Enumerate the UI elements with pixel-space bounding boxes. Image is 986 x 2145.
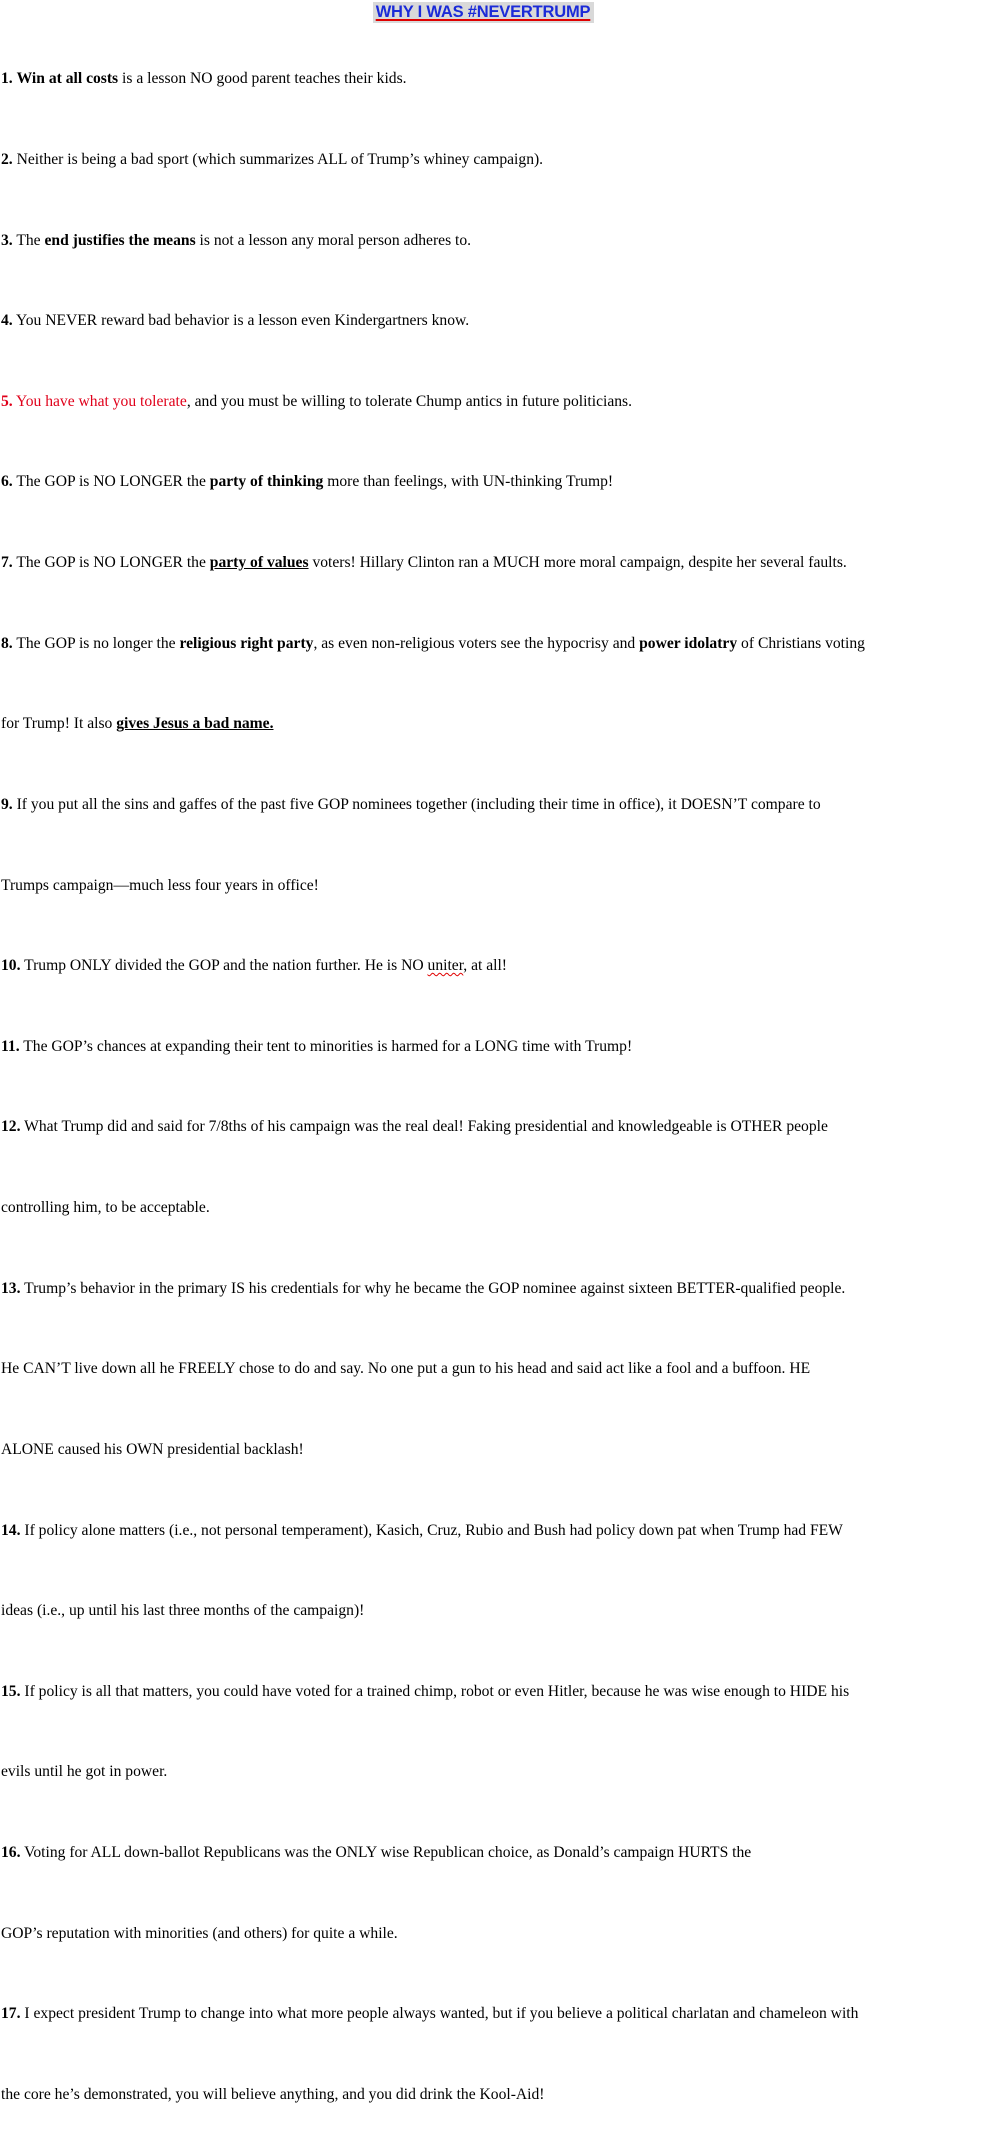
item-number: 4. [1,312,13,330]
item-text: The GOP is NO LONGER the [12,473,210,491]
item-text: , at all! [463,957,507,975]
list-line [1,1359,986,1379]
list-line [1,69,986,89]
item-text: You NEVER reward bad behavior is a lesson even Kindergartners know. [12,312,470,330]
bold-phrase: religious right party [179,634,314,652]
list-line [1,1279,986,1299]
item-text: The GOP is no longer the [12,634,180,652]
item-text: Voting for ALL down-ballot Republicans was the ONLY wise Republican choice, as Donald’s campaign HURTS the [20,1844,752,1862]
item-text: evils until he got in power. [1,1763,168,1781]
bold-phrase: party of thinking [209,473,324,491]
item-text: Neither is being a bad sport (which summarizes ALL of Trump’s whiney campaign). [12,150,544,168]
list-line [1,2085,986,2105]
list-line [1,795,986,815]
list-line [1,1601,986,1621]
list-line [1,1117,986,1137]
list-line [1,1198,986,1218]
bold-phrase: power idolatry [639,634,738,652]
list-line [1,553,986,573]
page-title: WHY I WAS #NEVERTRUMP [373,2,595,23]
item-number: 11. [1,1037,20,1055]
item-text: more than feelings, with UN-thinking Trump! [323,473,614,491]
item-text: What Trump did and said for 7/8ths of his campaign was the real deal! Faking presidential and knowledgeable is OTHER people [20,1118,828,1136]
item-text: the core he’s demonstrated, you will believe anything, and you did drink the Kool-Aid! [1,2085,545,2103]
item-number: 14. [1,1521,21,1539]
item-text: The GOP’s chances at expanding their tent to minorities is harmed for a LONG time with Trump! [19,1037,633,1055]
item-number: 10. [1,957,21,975]
list-line [1,150,986,170]
item-text: If policy alone matters (i.e., not personal temperament), Kasich, Cruz, Rubio and Bush had policy down pat when Trump had FEW [20,1521,843,1539]
item-number: 9. [1,795,13,813]
item-text: If you put all the sins and gaffes of the past five GOP nominees together (including their time in office), it DOESN’T compare to [12,795,821,813]
item-text: voters! Hillary Clinton ran a MUCH more moral campaign, despite her several faults. [308,554,847,572]
item-text: ideas (i.e., up until his last three months of the campaign)! [1,1602,365,1620]
item-number: 3. [1,231,13,249]
list-line [1,1440,986,1460]
bold-underlined-phrase: gives Jesus a bad name. [116,715,274,733]
spellcheck-word: uniter [427,957,464,975]
list-line [1,634,986,654]
red-phrase: You have what you tolerate [12,392,187,410]
item-text: He CAN’T live down all he FREELY chose to do and say. No one put a gun to his head and said act like a fool and a buffoon. HE [1,1360,811,1378]
item-number: 16. [1,1844,21,1862]
item-number: 8. [1,634,13,652]
item-number: 7. [1,554,13,572]
item-text: , as even non-religious voters see the hypocrisy and [313,634,640,652]
list-line [1,1037,986,1057]
item-number: 15. [1,1682,21,1700]
item-text: ALONE caused his OWN presidential backlash! [1,1440,304,1458]
item-number: 1. [1,70,13,88]
item-text: controlling him, to be acceptable. [1,1199,210,1217]
list-line [1,1924,986,1944]
item-text: The GOP is NO LONGER the [12,554,210,572]
bold-underlined-phrase: party of values [209,554,309,572]
item-number: 2. [1,150,13,168]
list-line [1,231,986,251]
item-text: GOP’s reputation with minorities (and others) for quite a while. [1,1924,398,1942]
item-number: 12. [1,1118,21,1136]
item-number: 6. [1,473,13,491]
list-line [1,2004,986,2024]
item-number: 13. [1,1279,21,1297]
list-line [1,311,986,331]
item-text: of Christians voting [737,634,865,652]
bold-phrase: Win at all costs [16,70,119,88]
list-line [1,714,986,734]
bold-phrase: end justifies the means [44,231,196,249]
item-text: Trumps campaign—much less four years in office! [1,876,319,894]
title-container [0,2,970,23]
list-line [1,1682,986,1702]
item-text: The [12,231,45,249]
list-line [1,1843,986,1863]
item-text: If policy is all that matters, you could have voted for a trained chimp, robot or even Hitler, because he was wise enough to HIDE his [20,1682,850,1700]
list-line [1,392,986,412]
list-line [1,1521,986,1541]
item-text: , and you must be willing to tolerate Chump antics in future politicians. [186,392,633,410]
list-line [1,472,986,492]
list-line [1,876,986,896]
item-number: 17. [1,2005,21,2023]
item-text: Trump’s behavior in the primary IS his credentials for why he became the GOP nominee against sixteen BETTER-qualified people. [20,1279,846,1297]
reasons-list [1,29,986,2145]
list-line [1,956,986,976]
item-number: 5. [1,392,13,410]
item-text: I expect president Trump to change into what more people always wanted, but if you believe a political charlatan and chameleon with [20,2005,859,2023]
item-text: for Trump! It also [1,715,117,733]
item-text: is not a lesson any moral person adheres to. [195,231,472,249]
item-text: is a lesson NO good parent teaches their kids. [118,70,407,88]
item-text: Trump ONLY divided the GOP and the nation further. He is NO [20,957,428,975]
list-line [1,1762,986,1782]
